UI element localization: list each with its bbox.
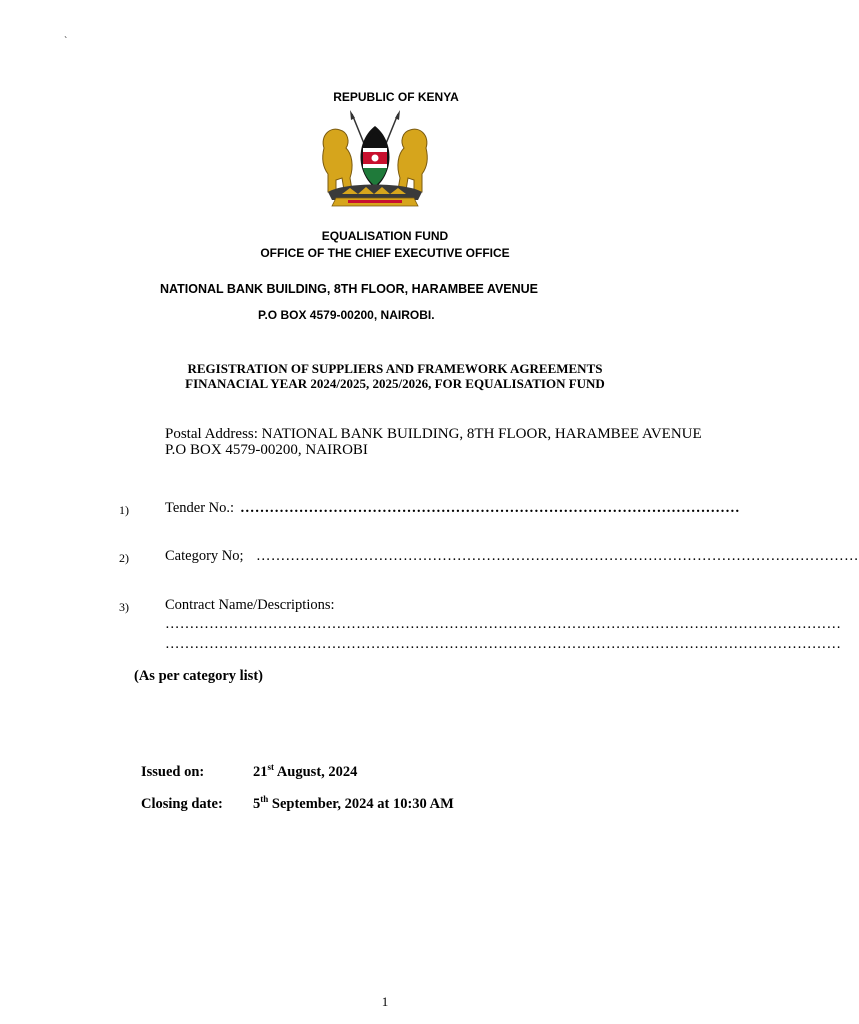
- contract-name-label: Contract Name/Descriptions:: [165, 597, 335, 613]
- issued-on-value: 21st August, 2024: [253, 762, 358, 780]
- closing-date-label: Closing date:: [141, 796, 223, 812]
- country-heading: REPUBLIC OF KENYA: [333, 90, 459, 104]
- category-no-blank[interactable]: ……………………………………………………………………………………………………………: [256, 548, 859, 564]
- field-number-3: 3): [119, 600, 129, 614]
- po-box: P.O BOX 4579-00200, NAIROBI.: [258, 308, 435, 322]
- title-line-1: REGISTRATION OF SUPPLIERS AND FRAMEWORK AGREEMENTS: [187, 361, 603, 376]
- field-number-1: 1): [119, 503, 129, 517]
- tender-no-blank[interactable]: …………………………………………………………………………………………: [240, 500, 740, 516]
- contract-name-blank-1[interactable]: …………………………………………………………………………………………………………………………: [165, 616, 842, 632]
- fund-name: EQUALISATION FUND: [321, 229, 449, 243]
- office-name: OFFICE OF THE CHIEF EXECUTIVE OFFICE: [260, 246, 510, 260]
- page-number: 1: [381, 994, 389, 1009]
- kenya-coat-of-arms-icon: [314, 108, 436, 208]
- category-no-label: Category No;: [165, 548, 244, 564]
- building-address: NATIONAL BANK BUILDING, 8TH FLOOR, HARAMBEE AVENUE: [160, 282, 539, 296]
- stray-mark: `: [64, 36, 68, 47]
- contract-name-blank-2[interactable]: …………………………………………………………………………………………………………………………: [165, 636, 842, 652]
- closing-date-value: 5th September, 2024 at 10:30 AM: [253, 794, 454, 812]
- title-line-2: FINANACIAL YEAR 2024/2025, 2025/2026, FOR EQUALISATION FUND: [185, 376, 605, 391]
- postal-address: Postal Address: NATIONAL BANK BUILDING, 8TH FLOOR, HARAMBEE AVENUE P.O BOX 4579-00200, NAIROBI: [165, 426, 702, 458]
- issued-on-label: Issued on:: [141, 764, 205, 780]
- field-number-2: 2): [119, 551, 129, 565]
- category-note: (As per category list): [134, 668, 263, 684]
- tender-no-label: Tender No.:: [165, 500, 235, 516]
